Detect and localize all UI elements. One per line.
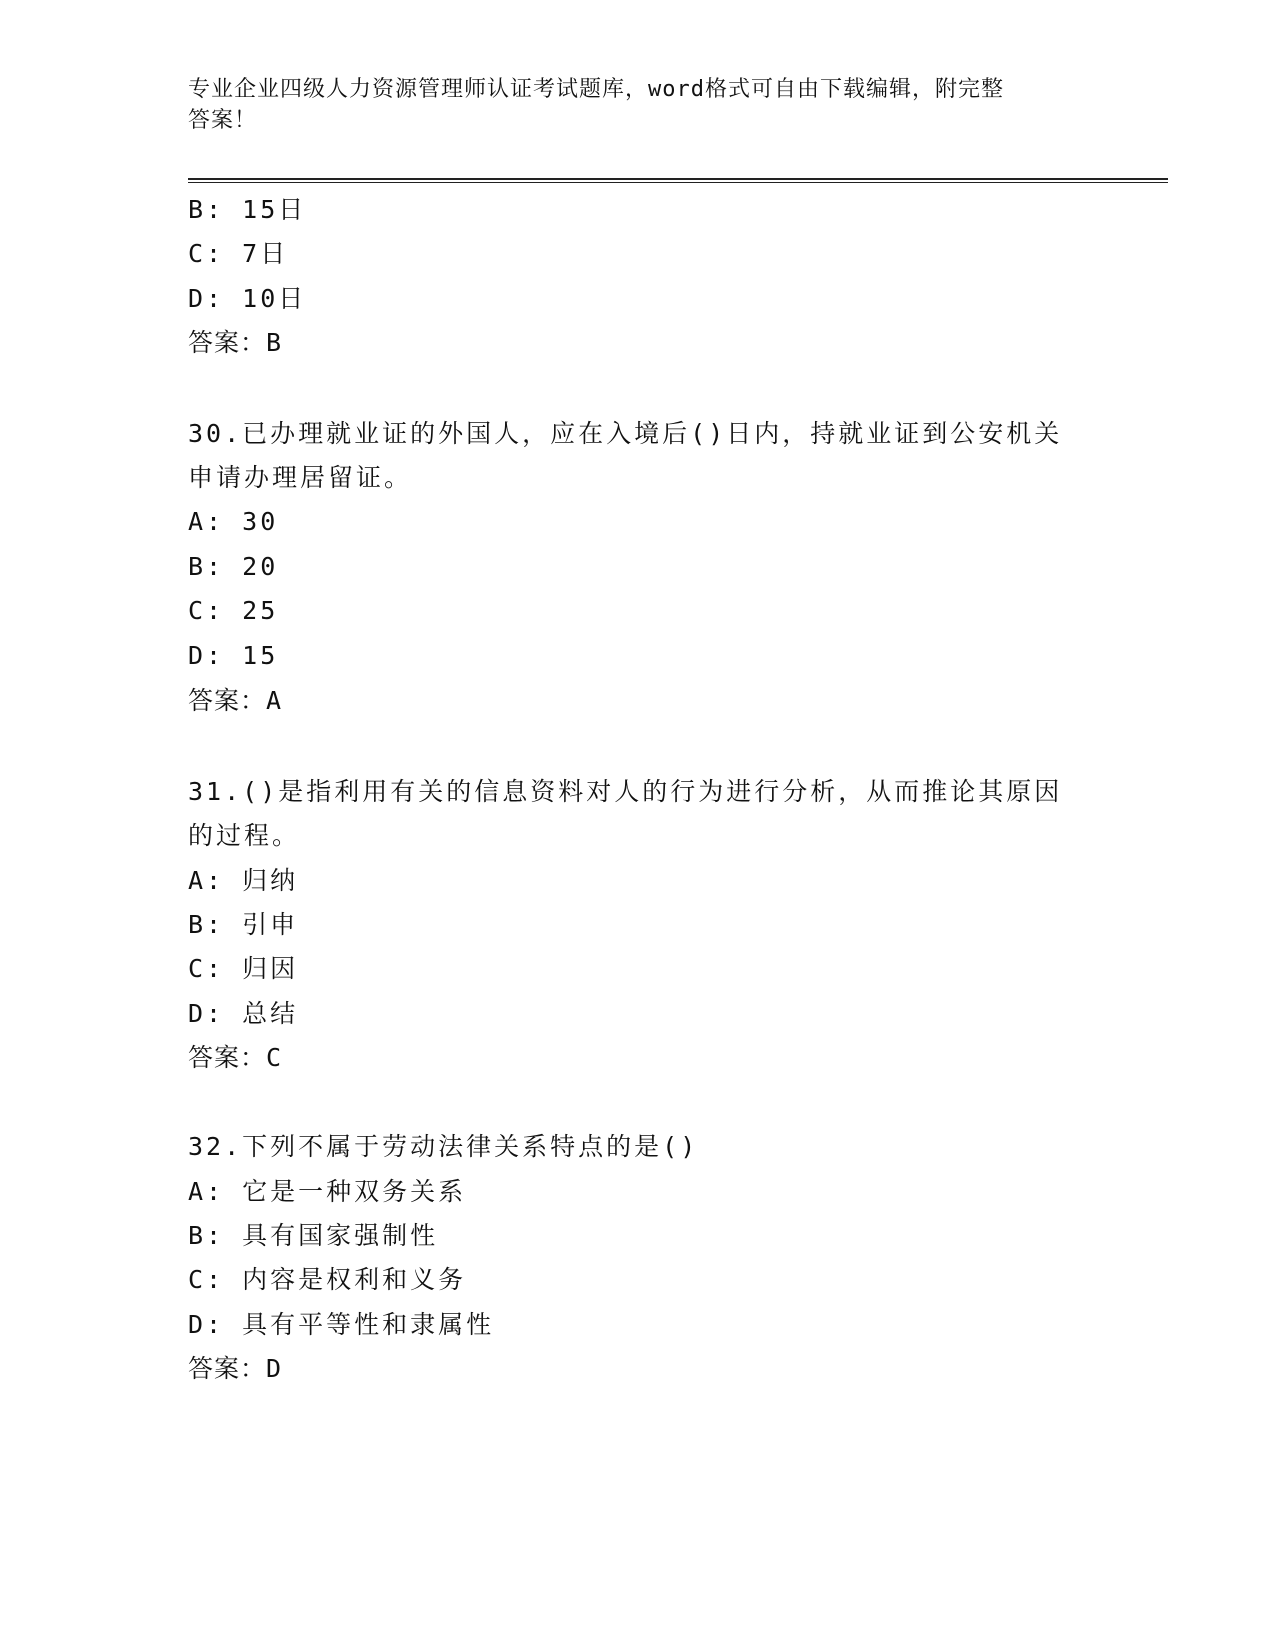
- header-divider-bottom: [188, 182, 1168, 183]
- question-30-option-a: A: 30: [188, 507, 279, 536]
- question-30-option-d: D: 15: [188, 641, 279, 670]
- question-32-answer: 答案：D: [188, 1354, 283, 1383]
- question-32-option-c: C: 内容是权利和义务: [188, 1265, 467, 1294]
- question-30-stem-line-1: 30.已办理就业证的外国人，应在入境后()日内，持就业证到公安机关: [188, 419, 1063, 448]
- option-b: B: 15日: [188, 195, 307, 224]
- header-line-1: 专业企业四级人力资源管理师认证考试题库，word格式可自由下载编辑，附完整: [188, 77, 1004, 102]
- question-30-answer: 答案：A: [188, 686, 283, 715]
- question-30-option-c: C: 25: [188, 596, 279, 625]
- question-32-stem-line-1: 32.下列不属于劳动法律关系特点的是(): [188, 1132, 699, 1161]
- question-31-stem-line-2: 的过程。: [188, 821, 301, 850]
- question-31-option-b: B: 引申: [188, 910, 299, 939]
- question-31-stem-line-1: 31.()是指利用有关的信息资料对人的行为进行分析，从而推论其原因: [188, 777, 1063, 806]
- question-31-option-a: A: 归纳: [188, 866, 299, 895]
- document-header: [188, 74, 1068, 136]
- question-30-option-b: B: 20: [188, 552, 279, 581]
- option-d: D: 10日: [188, 284, 307, 313]
- question-31-option-c: C: 归因: [188, 954, 299, 983]
- option-c: C: 7日: [188, 239, 289, 268]
- question-32-option-b: B: 具有国家强制性: [188, 1221, 439, 1250]
- question-32-option-a: A: 它是一种双务关系: [188, 1177, 467, 1206]
- header-divider-top: [188, 178, 1168, 180]
- question-31-option-d: D: 总结: [188, 999, 299, 1028]
- header-line-2: 答案！: [188, 108, 258, 133]
- question-31-answer: 答案：C: [188, 1043, 283, 1072]
- question-30-stem-line-2: 申请办理居留证。: [188, 463, 413, 492]
- question-32-option-d: D: 具有平等性和隶属性: [188, 1310, 495, 1339]
- answer: 答案：B: [188, 328, 283, 357]
